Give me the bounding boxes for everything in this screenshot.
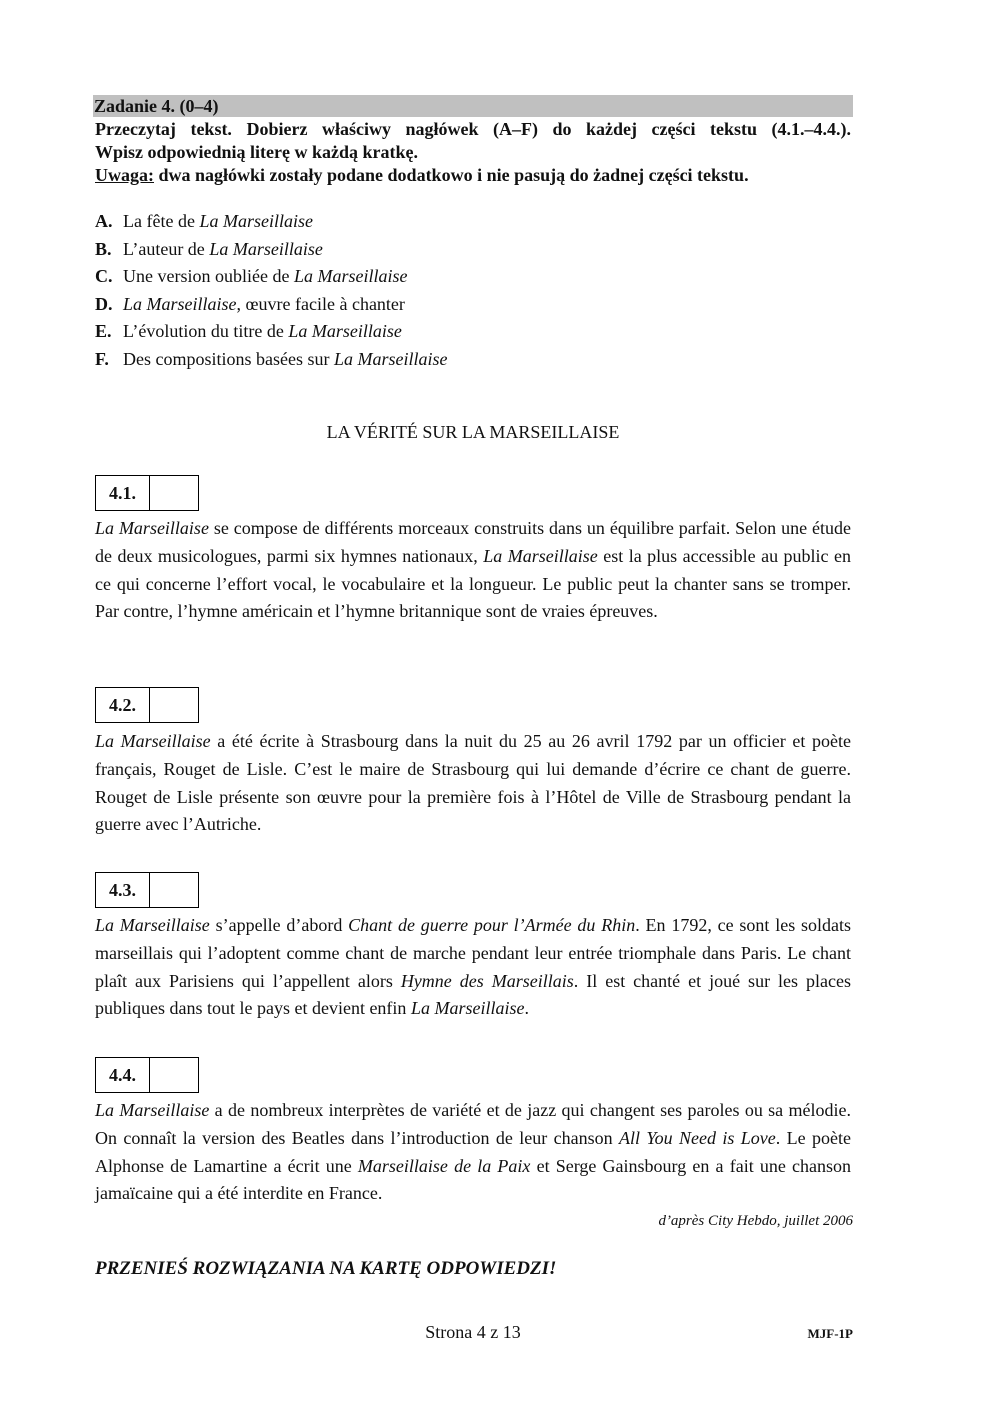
option-e: E. L’évolution du titre de La Marseillaise bbox=[95, 321, 402, 342]
section-text-4-2: La Marseillaise a été écrite à Strasbourg dans la nuit du 25 au 26 avril 1792 par un officier et poète français, Rouget de Lisle. C’est le maire de Strasbourg qui lui demande d’écrire ce chant de guerre. Rouget de Lisle présente son œuvre pour la première fois à l’Hôtel de Ville de Strasbourg pendant la guerre avec l’Autriche. bbox=[95, 731, 851, 835]
answer-slot-4-1[interactable] bbox=[150, 476, 198, 510]
instruction-line-2: Wpisz odpowiednią literę w każdą kratkę. bbox=[95, 142, 419, 162]
answer-box-4-3 bbox=[95, 872, 199, 908]
exam-code: MJF-1P bbox=[807, 1326, 853, 1341]
answer-box-4-2 bbox=[95, 687, 199, 723]
option-c: C. Une version oubliée de La Marseillaise bbox=[95, 266, 408, 287]
section-number: 4.3. bbox=[96, 873, 150, 907]
instruction-line-1: Przeczytaj tekst. Dobierz właściwy nagłówek (A–F) do każdej części tekstu (4.1.–4.4.). bbox=[95, 119, 851, 139]
section-text-4-1: La Marseillaise se compose de différents morceaux construits dans un équilibre parfait. Selon une étude de deux musicologues, parmi six hymnes nationaux, La Marseillaise est la plus accessible au public en ce qui concerne l’effort vocal, le vocabulaire et la longueur. Le public peut la chanter sans se tromper. Par contre, l’hymne américain et l’hymne britannique sont de vraies épreuves. bbox=[95, 518, 851, 622]
answer-slot-4-3[interactable] bbox=[150, 873, 198, 907]
section-number: 4.1. bbox=[96, 476, 150, 510]
task-header: Zadanie 4. (0–4) bbox=[93, 95, 853, 117]
transfer-instruction: PRZENIEŚ ROZWIĄZANIA NA KARTĘ ODPOWIEDZI! bbox=[95, 1258, 557, 1279]
answer-box-4-1 bbox=[95, 475, 199, 511]
option-b: B. L’auteur de La Marseillaise bbox=[95, 238, 323, 259]
article-source: d’après City Hebdo, juillet 2006 bbox=[658, 1213, 853, 1229]
note-text: dwa nagłówki zostały podane dodatkowo i nie pasują do żadnej części tekstu. bbox=[154, 165, 749, 185]
article-title: LA VÉRITÉ SUR LA MARSEILLAISE bbox=[326, 422, 620, 442]
heading-options-list bbox=[95, 208, 448, 374]
task-instructions bbox=[95, 118, 851, 187]
section-number: 4.2. bbox=[96, 688, 150, 722]
section-text-4-4: La Marseillaise a de nombreux interprètes de variété et de jazz qui changent ses paroles ou sa mélodie. On connaît la version des Beatles dans l’introduction de leur chanson All You Need is Love. Le poète Alphonse de Lamartine a écrit une Marseillaise de la Paix et Serge Gainsbourg en a fait une chanson jamaïcaine qui a été interdite en France. bbox=[95, 1100, 852, 1204]
option-d: D. La Marseillaise, œuvre facile à chanter bbox=[95, 293, 405, 314]
note-label: Uwaga: bbox=[95, 165, 154, 185]
page-number: Strona 4 z 13 bbox=[425, 1322, 521, 1342]
answer-slot-4-4[interactable] bbox=[150, 1058, 198, 1092]
answer-box-4-4 bbox=[95, 1057, 199, 1093]
answer-slot-4-2[interactable] bbox=[150, 688, 198, 722]
option-f: F. Des compositions basées sur La Marseillaise bbox=[95, 348, 448, 369]
section-text-4-3: La Marseillaise s’appelle d’abord Chant de guerre pour l’Armée du Rhin. En 1792, ce sont les soldats marseillais qui l’adoptent comme chant de marche pendant leur entrée triomphale dans Paris. Le chant plaît aux Parisiens qui l’appellent alors Hymne des Marseillais. Il est chanté et joué sur les places publiques dans tout le pays et devient enfin La Marseillaise. bbox=[95, 915, 851, 1019]
section-number: 4.4. bbox=[96, 1058, 150, 1092]
option-a: A. La fête de La Marseillaise bbox=[95, 211, 313, 231]
